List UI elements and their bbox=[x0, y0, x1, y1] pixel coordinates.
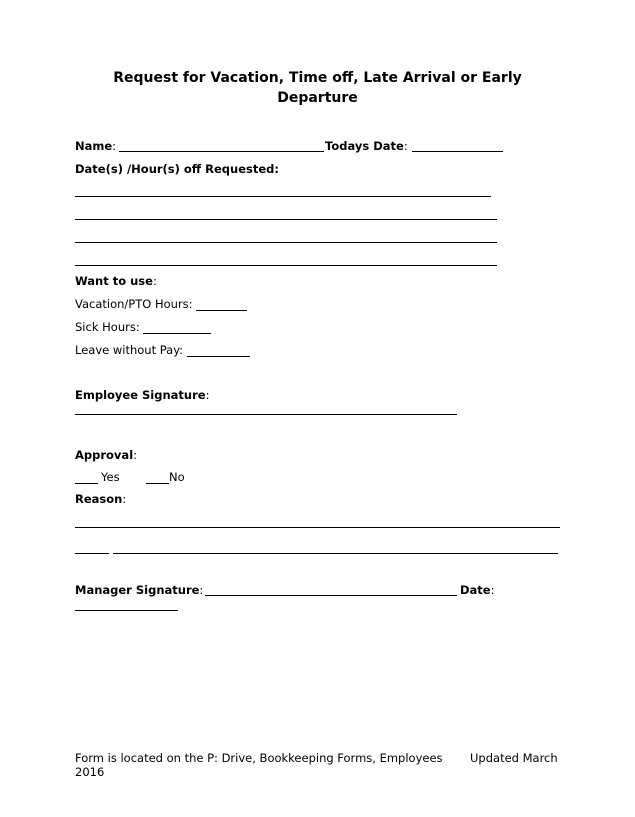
no-label: No bbox=[169, 470, 185, 484]
reason-colon: : bbox=[122, 492, 127, 506]
dates-requested-line-3[interactable] bbox=[75, 242, 497, 243]
reason-label: Reason bbox=[75, 492, 123, 506]
reason-line-1[interactable] bbox=[75, 527, 560, 528]
dates-requested-line-1[interactable] bbox=[75, 196, 491, 197]
want-to-use-field-label bbox=[75, 274, 157, 288]
want-to-use-colon: : bbox=[152, 274, 157, 288]
leave-label: Leave without Pay: bbox=[75, 343, 184, 357]
reason-line-2b[interactable] bbox=[113, 553, 558, 554]
dates-requested-line-4[interactable] bbox=[75, 265, 497, 266]
approval-colon: : bbox=[133, 448, 138, 462]
manager-signature-field-label bbox=[75, 583, 203, 597]
employee-signature-field-label bbox=[75, 388, 209, 402]
footer-location: Form is located on the P: Drive, Bookkeeping Forms, Employees bbox=[75, 751, 443, 765]
todays-date-label: Todays Date bbox=[325, 139, 404, 153]
form-title-line-1: Request for Vacation, Time off, Late Arrival or Early bbox=[113, 70, 522, 86]
todays-date-colon: : bbox=[403, 139, 408, 153]
employee-signature-colon: : bbox=[205, 388, 210, 402]
footer-year: 2016 bbox=[75, 765, 105, 779]
manager-signature-label: Manager Signature bbox=[75, 583, 200, 597]
leave-without-pay-input-line[interactable] bbox=[187, 356, 250, 357]
dates-requested-label: Date(s) /Hour(s) off Requested: bbox=[75, 162, 279, 176]
approval-field-label bbox=[75, 448, 137, 462]
manager-date-input-line[interactable] bbox=[75, 610, 178, 611]
todays-date-field-label bbox=[325, 139, 408, 153]
manager-signature-input-line[interactable] bbox=[205, 595, 457, 596]
form-title bbox=[75, 68, 560, 108]
yes-label: Yes bbox=[101, 470, 120, 484]
manager-date-label: Date bbox=[460, 583, 491, 597]
vacation-hours-input-line[interactable] bbox=[196, 310, 247, 311]
name-input-line[interactable] bbox=[119, 151, 324, 152]
manager-date-field-label bbox=[460, 583, 494, 597]
vacation-label: Vacation/PTO Hours: bbox=[75, 297, 193, 311]
sick-hours-input-line[interactable] bbox=[143, 333, 211, 334]
name-colon: : bbox=[112, 139, 117, 153]
todays-date-input-line[interactable] bbox=[412, 151, 503, 152]
dates-requested-line-2[interactable] bbox=[75, 219, 497, 220]
manager-date-colon: : bbox=[490, 583, 495, 597]
footer-updated: Updated March bbox=[470, 751, 558, 765]
want-to-use-label: Want to use bbox=[75, 274, 153, 288]
employee-signature-input-line[interactable] bbox=[75, 414, 457, 415]
name-label: Name bbox=[75, 139, 113, 153]
sick-label: Sick Hours: bbox=[75, 320, 140, 334]
form-title-line-2: Departure bbox=[277, 90, 358, 106]
employee-signature-label: Employee Signature bbox=[75, 388, 206, 402]
reason-field-label bbox=[75, 492, 126, 506]
reason-line-2a[interactable] bbox=[75, 553, 109, 554]
name-field-label bbox=[75, 139, 116, 153]
no-check-line[interactable] bbox=[146, 483, 169, 484]
manager-signature-colon: : bbox=[199, 583, 204, 597]
yes-check-line[interactable] bbox=[75, 483, 98, 484]
approval-label: Approval bbox=[75, 448, 134, 462]
